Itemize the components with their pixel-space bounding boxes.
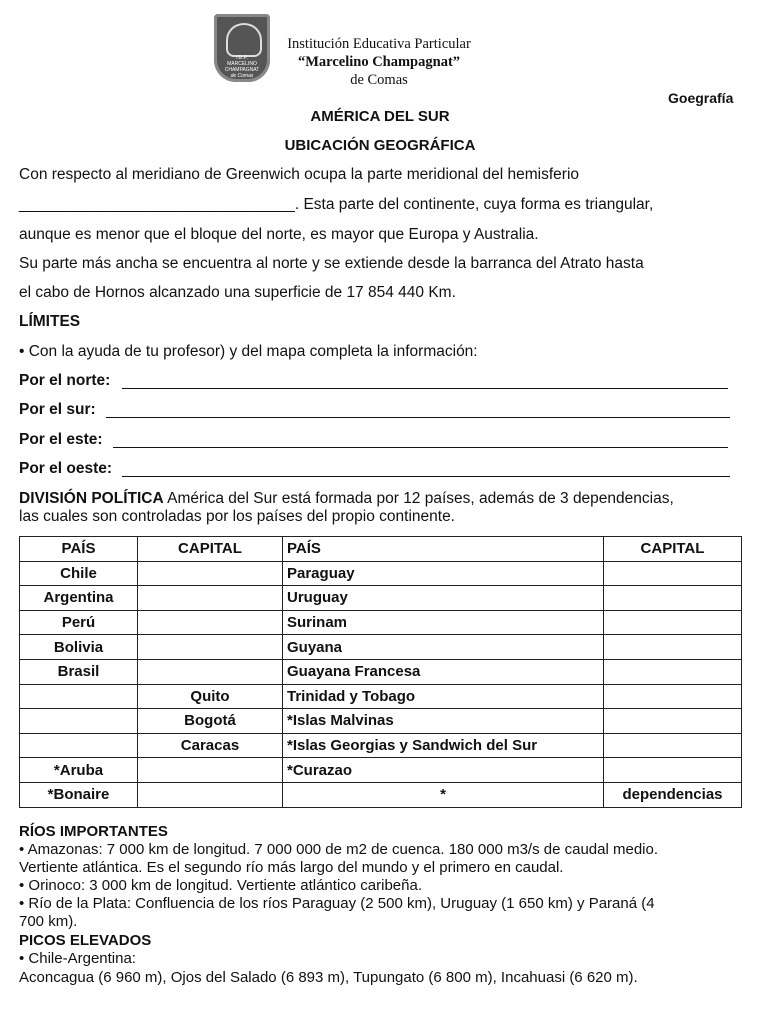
rios-line-5: 700 km).	[19, 913, 78, 930]
limite-oeste-label: Por el oeste:	[19, 460, 113, 477]
cell-pais[interactable]	[20, 733, 138, 758]
cell-pais: *Islas Georgias y Sandwich del Sur	[283, 733, 604, 758]
rios-line-1: • Amazonas: 7 000 km de longitud. 7 000 000 de m2 de cuenca. 180 000 m3/s de caudal medio.	[19, 841, 659, 858]
countries-table	[19, 536, 742, 808]
intro-line-5: el cabo de Hornos alcanzado una superficie de 17 854 440 Km.	[19, 284, 456, 301]
table-row	[20, 709, 742, 734]
cell-capital[interactable]	[138, 758, 283, 783]
division-text-2: las cuales son controladas por los países del propio continente.	[19, 508, 455, 525]
cell-pais[interactable]	[20, 709, 138, 734]
cell-pais: Paraguay	[283, 561, 604, 586]
cell-pais: Argentina	[20, 586, 138, 611]
cell-pais[interactable]	[20, 684, 138, 709]
table-row	[20, 659, 742, 684]
logo-text-1: I.E.P.	[236, 55, 248, 61]
cell-pais: Uruguay	[283, 586, 604, 611]
table-header-row	[20, 537, 742, 562]
intro-line-3: aunque es menor que el bloque del norte, es mayor que Europa y Australia.	[19, 226, 539, 243]
table-row	[20, 782, 742, 807]
limite-norte-blank	[122, 388, 728, 389]
school-logo	[214, 14, 270, 82]
limite-oeste-blank	[122, 476, 730, 477]
cell-capital[interactable]	[604, 733, 742, 758]
page-subtitle: UBICACIÓN GEOGRÁFICA	[284, 137, 476, 154]
cell-pais: Guyana	[283, 635, 604, 660]
limites-instruction: • Con la ayuda de tu profesor) y del mapa completa la información:	[19, 343, 478, 360]
cell-capital[interactable]	[604, 635, 742, 660]
table-row	[20, 610, 742, 635]
header-pais-1: PAÍS	[20, 537, 138, 562]
division-text-1: América del Sur está formada por 12 países, además de 3 dependencias,	[163, 490, 674, 507]
table-row	[20, 733, 742, 758]
header-pais-2: PAÍS	[283, 537, 604, 562]
table-row	[20, 635, 742, 660]
limite-sur-label: Por el sur:	[19, 401, 96, 418]
table-row	[20, 561, 742, 586]
cell-capital[interactable]	[138, 635, 283, 660]
logo-text-4: de Comas	[230, 73, 254, 79]
cell-capital: Quito	[138, 684, 283, 709]
crest-emblem-icon	[226, 23, 262, 57]
limites-heading: LÍMITES	[19, 313, 81, 330]
cell-pais: Brasil	[20, 659, 138, 684]
cell-pais: *Islas Malvinas	[283, 709, 604, 734]
cell-capital: dependencias	[604, 782, 742, 807]
cell-capital[interactable]	[604, 758, 742, 783]
cell-pais: Perú	[20, 610, 138, 635]
cell-capital[interactable]	[138, 659, 283, 684]
subject-label: Goegrafía	[668, 90, 734, 106]
picos-heading: PICOS ELEVADOS	[19, 932, 152, 949]
table-row	[20, 758, 742, 783]
cell-capital[interactable]	[604, 684, 742, 709]
picos-line-2: Aconcagua (6 960 m), Ojos del Salado (6 893 m), Tupungato (6 800 m), Incahuasi (6 620 m).	[19, 969, 638, 986]
cell-capital[interactable]	[138, 561, 283, 586]
cell-capital[interactable]	[604, 561, 742, 586]
cell-pais: *Curazao	[283, 758, 604, 783]
division-heading: DIVISIÓN POLÍTICA	[19, 490, 164, 507]
limite-sur-blank	[106, 417, 730, 418]
cell-capital[interactable]	[138, 610, 283, 635]
cell-capital: Bogotá	[138, 709, 283, 734]
cell-capital[interactable]	[604, 586, 742, 611]
intro-line-4: Su parte más ancha se encuentra al norte y se extiende desde la barranca del Atrato hasta	[19, 255, 644, 272]
cell-capital: Caracas	[138, 733, 283, 758]
limite-este-label: Por el este:	[19, 431, 103, 448]
cell-pais: Trinidad y Tobago	[283, 684, 604, 709]
limite-este-blank	[113, 447, 728, 448]
page-title: AMÉRICA DEL SUR	[310, 108, 450, 125]
cell-pais: Surinam	[283, 610, 604, 635]
division-line-1	[19, 490, 674, 508]
institution-line-2: “Marcelino Champagnat”	[297, 54, 461, 70]
cell-capital[interactable]	[604, 610, 742, 635]
rios-line-2: Vertiente atlántica. Es el segundo río más largo del mundo y el primero en caudal.	[19, 859, 564, 876]
cell-pais: Guayana Francesa	[283, 659, 604, 684]
table-row	[20, 586, 742, 611]
cell-capital[interactable]	[604, 659, 742, 684]
cell-capital[interactable]	[138, 586, 283, 611]
intro-line-2: ________________________________. Esta parte del continente, cuya forma es triangular,	[19, 196, 654, 213]
limite-norte-label: Por el norte:	[19, 372, 111, 389]
institution-line-3: de Comas	[350, 72, 408, 88]
intro-line-1: Con respecto al meridiano de Greenwich ocupa la parte meridional del hemisferio	[19, 166, 580, 183]
cell-capital[interactable]	[138, 782, 283, 807]
rios-heading: RÍOS IMPORTANTES	[19, 823, 168, 840]
cell-pais: Bolivia	[20, 635, 138, 660]
cell-capital[interactable]	[604, 709, 742, 734]
picos-line-1: • Chile-Argentina:	[19, 950, 136, 967]
cell-pais: *Aruba	[20, 758, 138, 783]
logo-text-2: MARCELINO	[227, 61, 257, 67]
table-row	[20, 684, 742, 709]
header-capital-2: CAPITAL	[604, 537, 742, 562]
cell-pais: Chile	[20, 561, 138, 586]
header-capital-1: CAPITAL	[138, 537, 283, 562]
logo-text-3: CHAMPAGNAT	[224, 67, 260, 73]
cell-pais: *Bonaire	[20, 782, 138, 807]
institution-line-1: Institución Educativa Particular	[287, 36, 471, 52]
cell-pais: *	[283, 782, 604, 807]
rios-line-4: • Río de la Plata: Confluencia de los ríos Paraguay (2 500 km), Uruguay (1 650 km) y Paraná (4	[19, 895, 655, 912]
rios-line-3: • Orinoco: 3 000 km de longitud. Vertiente atlántico caribeña.	[19, 877, 422, 894]
